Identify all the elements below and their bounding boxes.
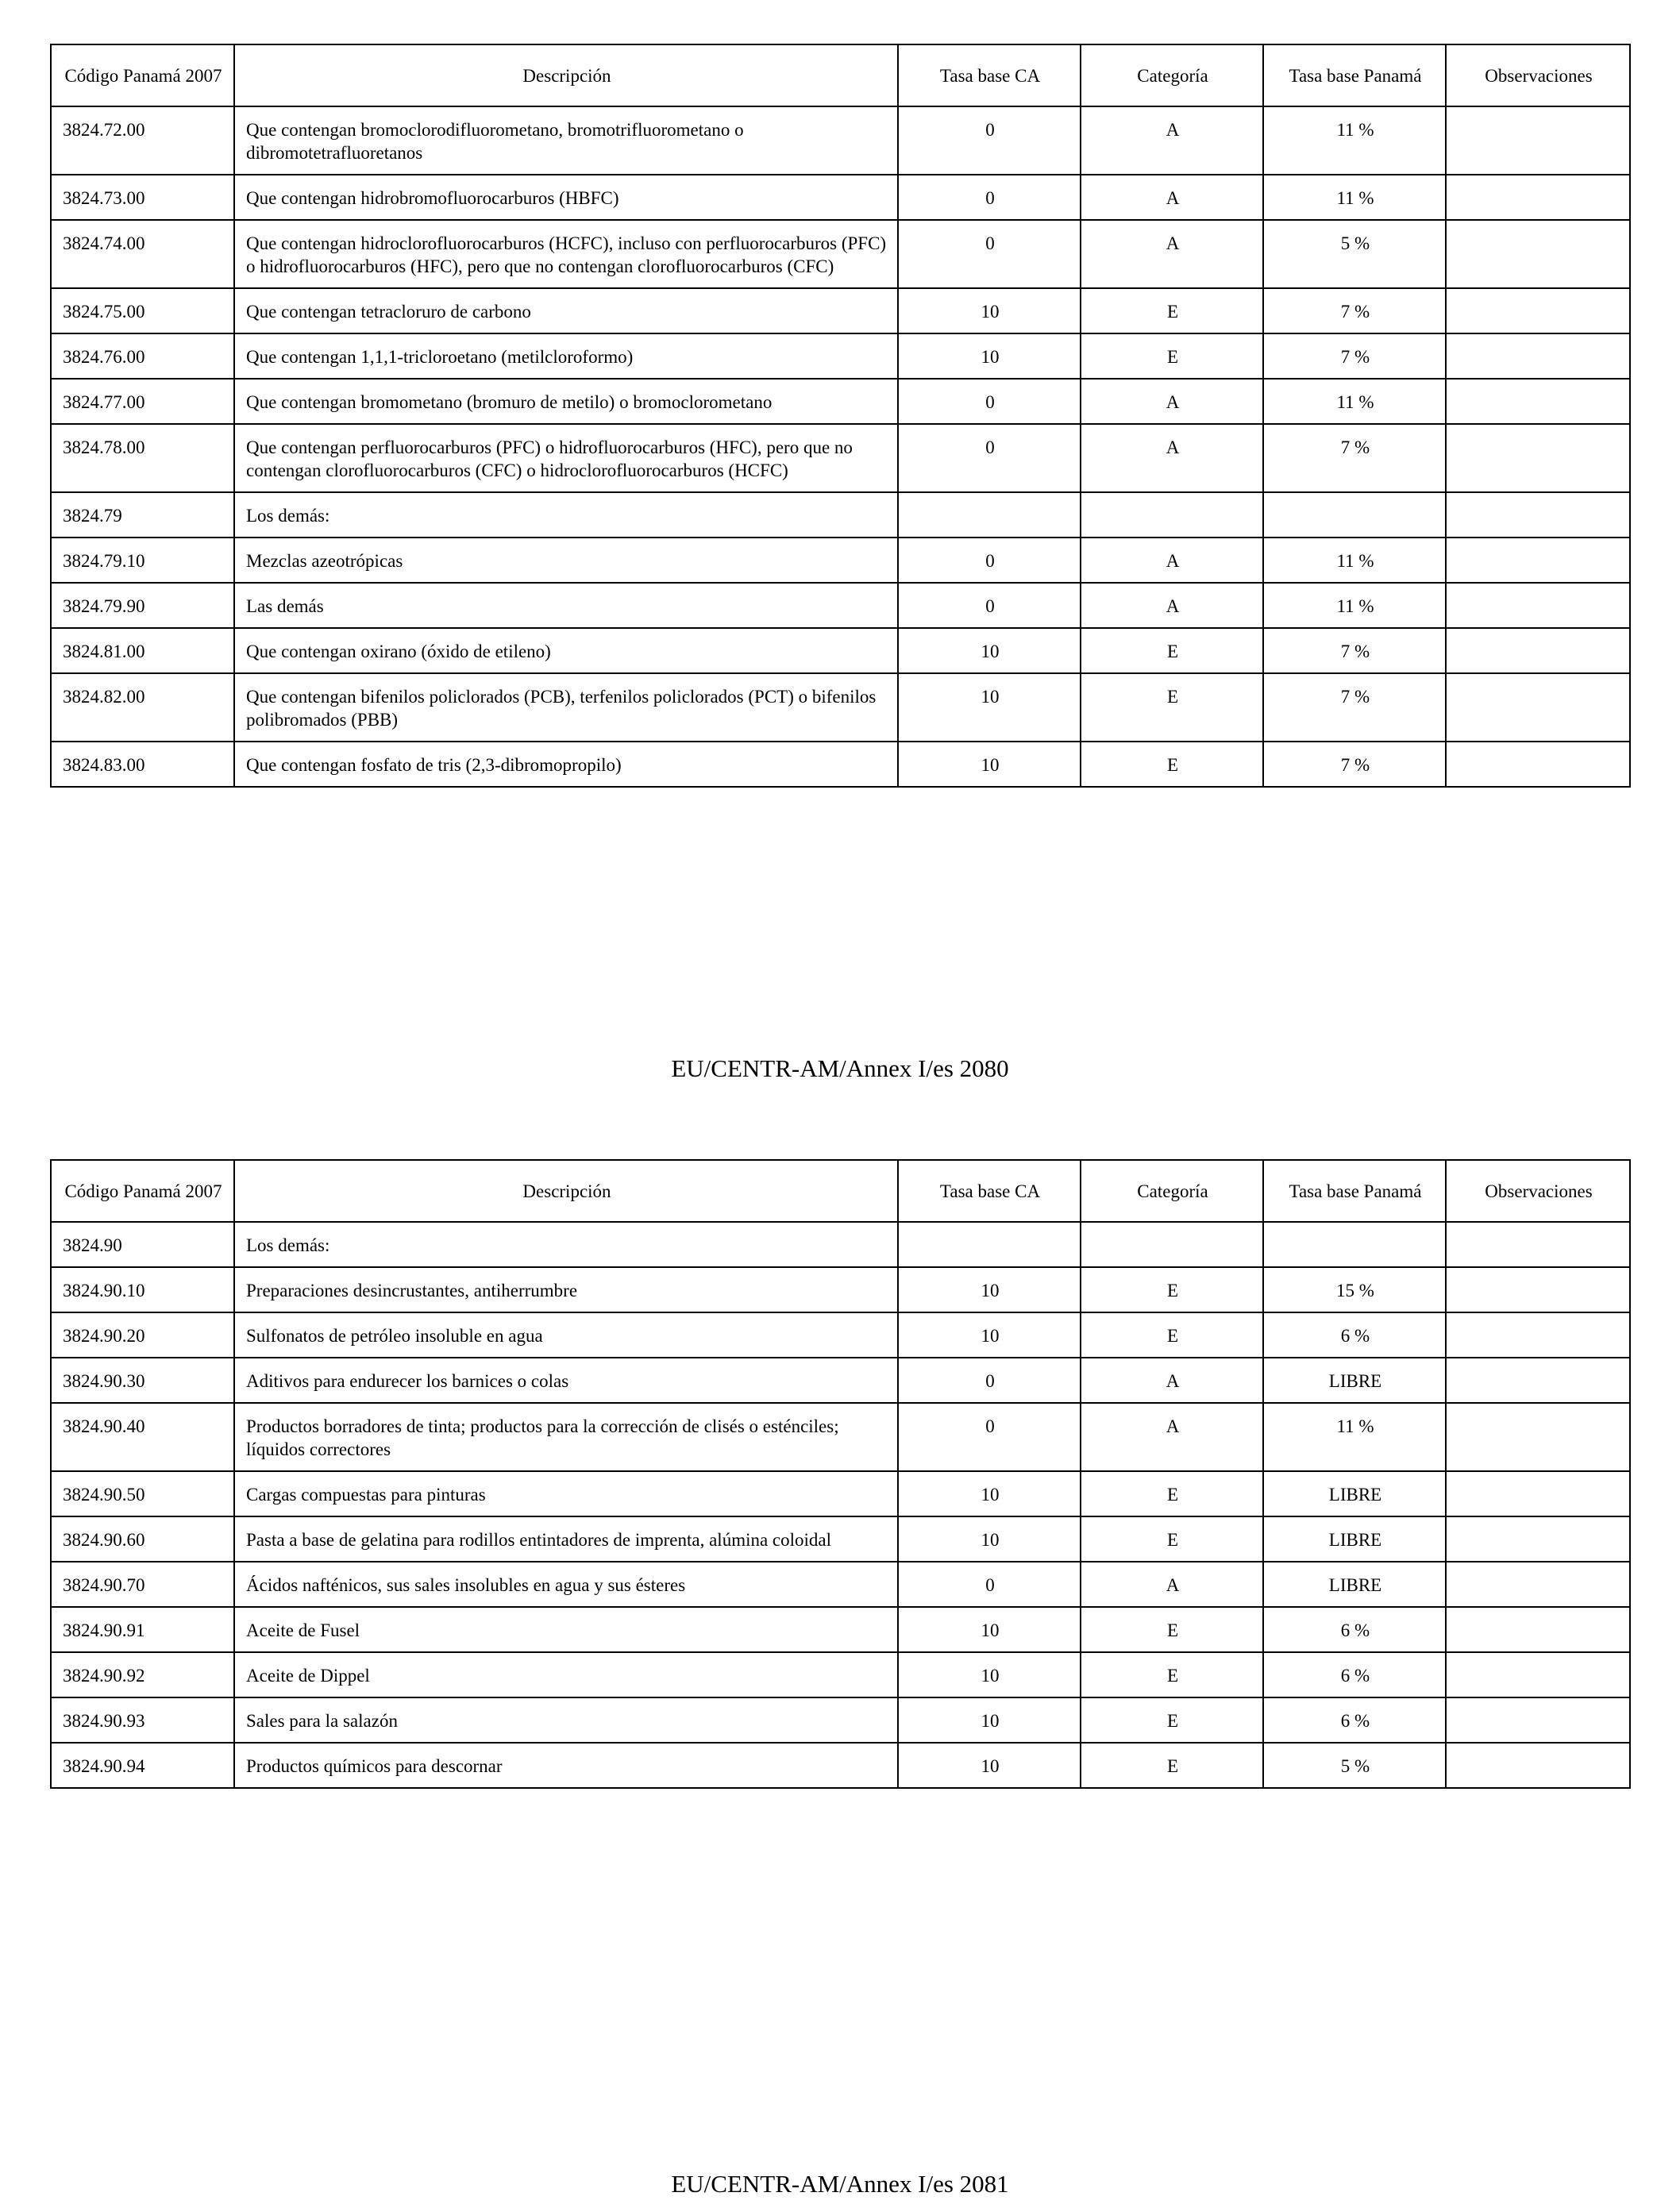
cell-description: Los demás:: [234, 1222, 898, 1267]
cell-category: E: [1081, 673, 1263, 742]
cell-base-rate-ca: 0: [898, 424, 1081, 492]
table-row: [51, 175, 1630, 220]
header-observations: Observaciones: [1446, 44, 1630, 106]
cell-base-rate-ca: 10: [898, 1652, 1081, 1697]
cell-observations: [1446, 1562, 1630, 1607]
cell-base-rate-ca: 0: [898, 379, 1081, 424]
cell-observations: [1446, 1516, 1630, 1562]
cell-category: [1081, 1222, 1263, 1267]
cell-description: Ácidos nafténicos, sus sales insolubles en agua y sus ésteres: [234, 1562, 898, 1607]
cell-base-rate-panama: 11 %: [1263, 175, 1446, 220]
header-description: Descripción: [234, 1160, 898, 1222]
cell-base-rate-panama: 7 %: [1263, 288, 1446, 333]
table-row: [51, 106, 1630, 175]
cell-base-rate-panama: 7 %: [1263, 628, 1446, 673]
cell-base-rate-ca: 10: [898, 288, 1081, 333]
table-row: [51, 1471, 1630, 1516]
cell-base-rate-panama: 11 %: [1263, 106, 1446, 175]
cell-category: E: [1081, 1516, 1263, 1562]
cell-description: Que contengan hidroclorofluorocarburos (HCFC), incluso con perfluorocarburos (PFC) o hidrofluorocarburos (HFC), pero que no contengan clorofluorocarburos (CFC): [234, 220, 898, 288]
cell-observations: [1446, 1358, 1630, 1403]
cell-category: E: [1081, 1471, 1263, 1516]
cell-description: Sulfonatos de petróleo insoluble en agua: [234, 1312, 898, 1358]
cell-base-rate-panama: LIBRE: [1263, 1358, 1446, 1403]
cell-observations: [1446, 1471, 1630, 1516]
cell-description: Aceite de Fusel: [234, 1607, 898, 1652]
cell-observations: [1446, 1652, 1630, 1697]
cell-code: 3824.90.93: [51, 1697, 234, 1743]
cell-category: A: [1081, 175, 1263, 220]
table-row: [51, 1562, 1630, 1607]
cell-base-rate-ca: 10: [898, 1267, 1081, 1312]
cell-base-rate-ca: 10: [898, 1697, 1081, 1743]
cell-code: 3824.78.00: [51, 424, 234, 492]
cell-base-rate-panama: LIBRE: [1263, 1471, 1446, 1516]
cell-category: E: [1081, 1607, 1263, 1652]
cell-base-rate-ca: 0: [898, 1358, 1081, 1403]
cell-code: 3824.82.00: [51, 673, 234, 742]
cell-base-rate-ca: [898, 492, 1081, 538]
cell-base-rate-panama: 11 %: [1263, 379, 1446, 424]
cell-base-rate-ca: 10: [898, 1743, 1081, 1788]
cell-observations: [1446, 673, 1630, 742]
cell-category: E: [1081, 1697, 1263, 1743]
cell-description: Que contengan bifenilos policlorados (PCB), terfenilos policlorados (PCT) o bifenilos polibromados (PBB): [234, 673, 898, 742]
cell-category: E: [1081, 1267, 1263, 1312]
cell-code: 3824.79.90: [51, 583, 234, 628]
table-row: [51, 1652, 1630, 1697]
table-row: [51, 673, 1630, 742]
cell-code: 3824.90.50: [51, 1471, 234, 1516]
table-row: [51, 1222, 1630, 1267]
cell-observations: [1446, 1607, 1630, 1652]
cell-category: E: [1081, 288, 1263, 333]
cell-base-rate-panama: 7 %: [1263, 424, 1446, 492]
header-code: Código Panamá 2007: [51, 1160, 234, 1222]
cell-base-rate-panama: [1263, 492, 1446, 538]
cell-code: 3824.90: [51, 1222, 234, 1267]
table-row: [51, 583, 1630, 628]
cell-base-rate-panama: 6 %: [1263, 1652, 1446, 1697]
cell-base-rate-ca: 10: [898, 1607, 1081, 1652]
cell-base-rate-ca: 10: [898, 628, 1081, 673]
cell-category: A: [1081, 1358, 1263, 1403]
cell-base-rate-ca: 10: [898, 673, 1081, 742]
table-row: [51, 1358, 1630, 1403]
header-category: Categoría: [1081, 1160, 1263, 1222]
cell-category: A: [1081, 538, 1263, 583]
cell-base-rate-ca: 0: [898, 583, 1081, 628]
cell-category: E: [1081, 1652, 1263, 1697]
cell-code: 3824.73.00: [51, 175, 234, 220]
cell-category: E: [1081, 333, 1263, 379]
cell-base-rate-panama: 11 %: [1263, 538, 1446, 583]
table-row: [51, 1403, 1630, 1471]
cell-code: 3824.90.20: [51, 1312, 234, 1358]
table-row: [51, 1312, 1630, 1358]
cell-observations: [1446, 1222, 1630, 1267]
cell-observations: [1446, 220, 1630, 288]
cell-base-rate-panama: [1263, 1222, 1446, 1267]
table-row: [51, 1607, 1630, 1652]
cell-base-rate-panama: 6 %: [1263, 1697, 1446, 1743]
cell-base-rate-panama: 5 %: [1263, 220, 1446, 288]
cell-base-rate-panama: 7 %: [1263, 673, 1446, 742]
cell-code: 3824.79.10: [51, 538, 234, 583]
cell-observations: [1446, 1267, 1630, 1312]
table-row: [51, 379, 1630, 424]
cell-code: 3824.90.30: [51, 1358, 234, 1403]
cell-description: Que contengan bromoclorodifluorometano, bromotrifluorometano o dibromotetrafluoretanos: [234, 106, 898, 175]
cell-description: Mezclas azeotrópicas: [234, 538, 898, 583]
table-row: [51, 333, 1630, 379]
cell-description: Aditivos para endurecer los barnices o colas: [234, 1358, 898, 1403]
table-row: [51, 220, 1630, 288]
header-base-rate-ca: Tasa base CA: [898, 1160, 1081, 1222]
cell-base-rate-panama: 15 %: [1263, 1267, 1446, 1312]
header-base-rate-ca: Tasa base CA: [898, 44, 1081, 106]
cell-observations: [1446, 492, 1630, 538]
table-header-row: [51, 44, 1630, 106]
cell-base-rate-ca: 0: [898, 1562, 1081, 1607]
header-observations: Observaciones: [1446, 1160, 1630, 1222]
cell-observations: [1446, 288, 1630, 333]
cell-category: A: [1081, 424, 1263, 492]
cell-category: E: [1081, 1743, 1263, 1788]
cell-base-rate-ca: [898, 1222, 1081, 1267]
cell-base-rate-panama: 11 %: [1263, 1403, 1446, 1471]
table-row: [51, 492, 1630, 538]
cell-code: 3824.90.60: [51, 1516, 234, 1562]
cell-description: Sales para la salazón: [234, 1697, 898, 1743]
cell-code: 3824.77.00: [51, 379, 234, 424]
table-row: [51, 1697, 1630, 1743]
cell-observations: [1446, 424, 1630, 492]
cell-description: Que contengan bromometano (bromuro de metilo) o bromoclorometano: [234, 379, 898, 424]
cell-base-rate-ca: 10: [898, 742, 1081, 787]
table-header-row: [51, 1160, 1630, 1222]
cell-base-rate-panama: LIBRE: [1263, 1562, 1446, 1607]
cell-code: 3824.74.00: [51, 220, 234, 288]
cell-description: Aceite de Dippel: [234, 1652, 898, 1697]
cell-category: A: [1081, 1562, 1263, 1607]
cell-observations: [1446, 538, 1630, 583]
cell-observations: [1446, 379, 1630, 424]
cell-base-rate-panama: 7 %: [1263, 742, 1446, 787]
cell-code: 3824.83.00: [51, 742, 234, 787]
cell-category: A: [1081, 379, 1263, 424]
cell-base-rate-ca: 0: [898, 220, 1081, 288]
cell-base-rate-ca: 10: [898, 1312, 1081, 1358]
cell-description: Productos químicos para descornar: [234, 1743, 898, 1788]
table-row: [51, 288, 1630, 333]
table-row: [51, 424, 1630, 492]
cell-description: Que contengan 1,1,1-tricloroetano (metilcloroformo): [234, 333, 898, 379]
cell-description: Preparaciones desincrustantes, antiherrumbre: [234, 1267, 898, 1312]
cell-code: 3824.90.92: [51, 1652, 234, 1697]
cell-description: Que contengan hidrobromofluorocarburos (HBFC): [234, 175, 898, 220]
cell-description: Que contengan fosfato de tris (2,3-dibromopropilo): [234, 742, 898, 787]
cell-observations: [1446, 1403, 1630, 1471]
cell-description: Que contengan perfluorocarburos (PFC) o hidrofluorocarburos (HFC), pero que no contengan clorofluorocarburos (CFC) o hidroclorofluorocarburos (HCFC): [234, 424, 898, 492]
cell-code: 3824.90.40: [51, 1403, 234, 1471]
cell-base-rate-panama: 6 %: [1263, 1312, 1446, 1358]
header-base-rate-panama: Tasa base Panamá: [1263, 1160, 1446, 1222]
cell-category: A: [1081, 583, 1263, 628]
cell-observations: [1446, 1697, 1630, 1743]
cell-description: Cargas compuestas para pinturas: [234, 1471, 898, 1516]
table-row: [51, 538, 1630, 583]
table-row: [51, 1267, 1630, 1312]
cell-code: 3824.79: [51, 492, 234, 538]
table-row: [51, 742, 1630, 787]
cell-category: A: [1081, 220, 1263, 288]
cell-base-rate-ca: 10: [898, 1516, 1081, 1562]
cell-observations: [1446, 628, 1630, 673]
cell-base-rate-ca: 10: [898, 1471, 1081, 1516]
cell-observations: [1446, 1743, 1630, 1788]
cell-observations: [1446, 333, 1630, 379]
cell-base-rate-panama: 5 %: [1263, 1743, 1446, 1788]
cell-category: E: [1081, 742, 1263, 787]
cell-code: 3824.76.00: [51, 333, 234, 379]
cell-base-rate-ca: 0: [898, 175, 1081, 220]
cell-description: Pasta a base de gelatina para rodillos entintadores de imprenta, alúmina coloidal: [234, 1516, 898, 1562]
cell-base-rate-ca: 0: [898, 538, 1081, 583]
tariff-table-page-1: [50, 44, 1631, 788]
cell-base-rate-ca: 10: [898, 333, 1081, 379]
cell-observations: [1446, 742, 1630, 787]
cell-observations: [1446, 106, 1630, 175]
table-row: [51, 628, 1630, 673]
cell-code: 3824.90.10: [51, 1267, 234, 1312]
cell-base-rate-ca: 0: [898, 1403, 1081, 1471]
cell-code: 3824.81.00: [51, 628, 234, 673]
cell-base-rate-panama: 11 %: [1263, 583, 1446, 628]
cell-observations: [1446, 1312, 1630, 1358]
header-code: Código Panamá 2007: [51, 44, 234, 106]
cell-base-rate-panama: LIBRE: [1263, 1516, 1446, 1562]
cell-code: 3824.90.70: [51, 1562, 234, 1607]
cell-description: Que contengan tetracloruro de carbono: [234, 288, 898, 333]
cell-code: 3824.75.00: [51, 288, 234, 333]
header-base-rate-panama: Tasa base Panamá: [1263, 44, 1446, 106]
cell-base-rate-ca: 0: [898, 106, 1081, 175]
cell-base-rate-panama: 7 %: [1263, 333, 1446, 379]
header-description: Descripción: [234, 44, 898, 106]
table-body: [51, 1222, 1630, 1788]
cell-category: E: [1081, 628, 1263, 673]
cell-category: A: [1081, 106, 1263, 175]
cell-category: [1081, 492, 1263, 538]
table-row: [51, 1516, 1630, 1562]
cell-description: Las demás: [234, 583, 898, 628]
header-category: Categoría: [1081, 44, 1263, 106]
tariff-table-page-2: [50, 1159, 1631, 1789]
table-row: [51, 1743, 1630, 1788]
cell-description: Que contengan oxirano (óxido de etileno): [234, 628, 898, 673]
cell-description: Productos borradores de tinta; productos para la corrección de clisés o esténciles; líquidos correctores: [234, 1403, 898, 1471]
cell-code: 3824.90.94: [51, 1743, 234, 1788]
cell-observations: [1446, 583, 1630, 628]
page-footer-reference: EU/CENTR-AM/Annex I/es 2080: [671, 1054, 1009, 1082]
cell-code: 3824.90.91: [51, 1607, 234, 1652]
cell-code: 3824.72.00: [51, 106, 234, 175]
cell-category: A: [1081, 1403, 1263, 1471]
cell-observations: [1446, 175, 1630, 220]
table-body: [51, 106, 1630, 787]
cell-category: E: [1081, 1312, 1263, 1358]
cell-description: Los demás:: [234, 492, 898, 538]
page-footer-reference: EU/CENTR-AM/Annex I/es 2081: [671, 2170, 1009, 2198]
cell-base-rate-panama: 6 %: [1263, 1607, 1446, 1652]
